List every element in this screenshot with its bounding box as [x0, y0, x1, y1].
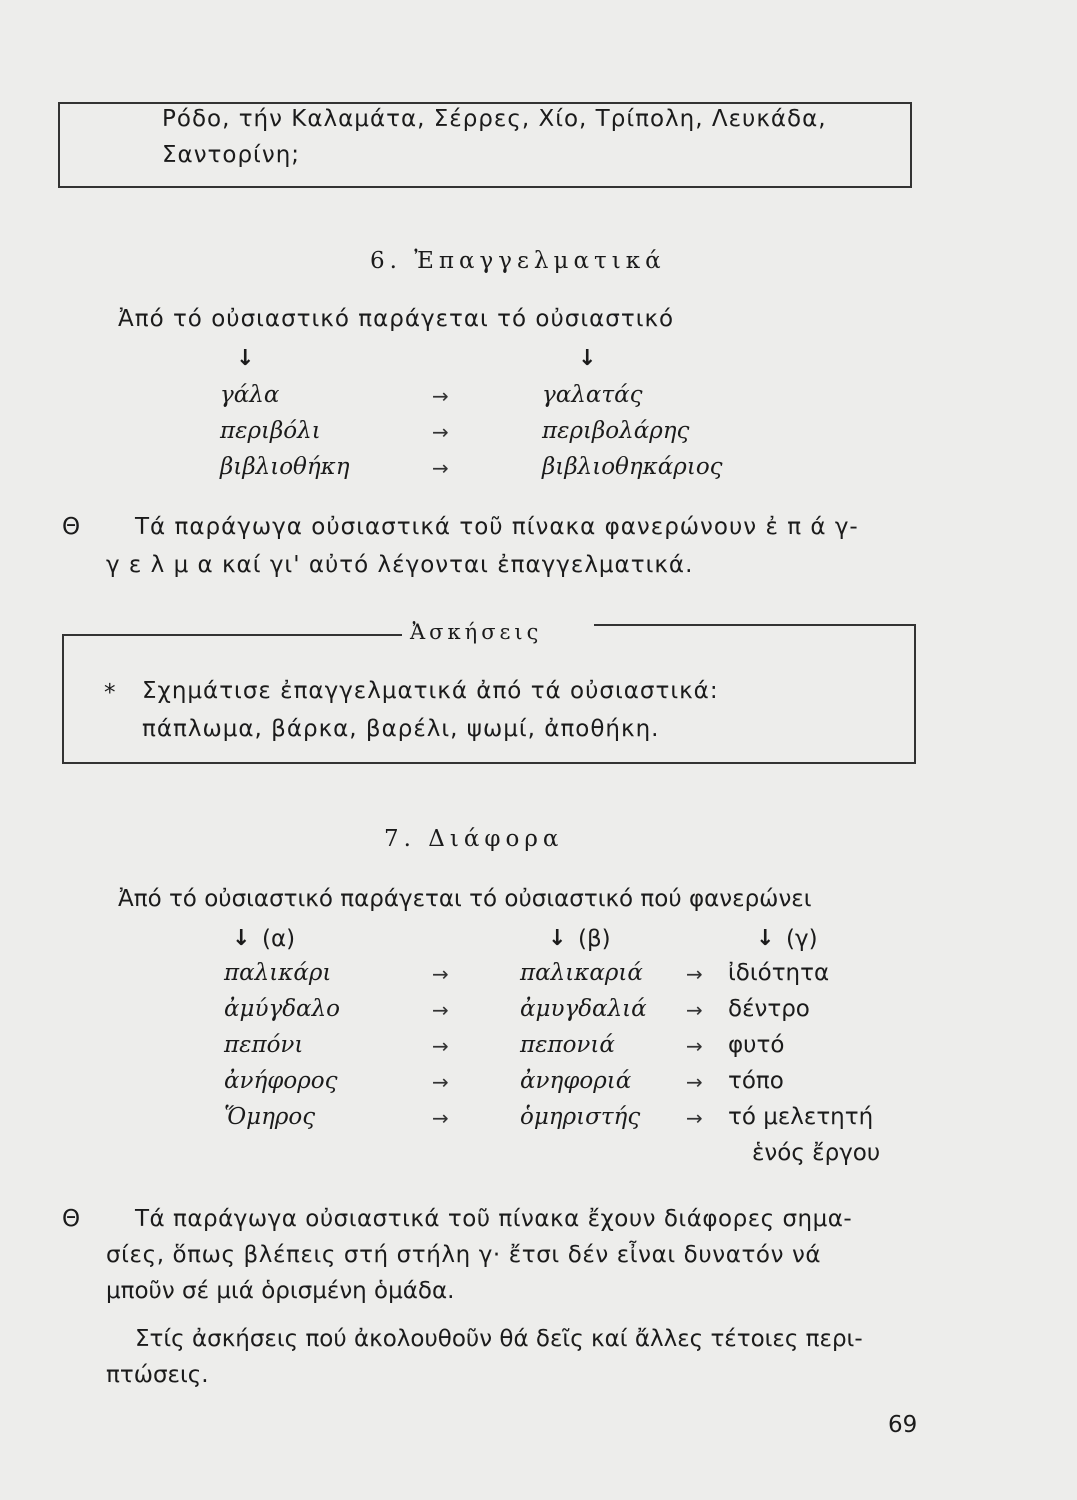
s7-para-line2: πτώσεις.	[106, 1362, 209, 1388]
s7-meaning-2: δέντρο	[728, 996, 810, 1022]
s7-col-g-arrow: ↓	[756, 926, 775, 951]
s7-derived-1: παλικαριά	[520, 960, 643, 986]
s7-arrow-4a: →	[432, 1070, 449, 1094]
s7-meaning-1: ἰδιότητα	[728, 960, 830, 986]
s7-meaning-5: τό μελετητή	[728, 1104, 874, 1130]
s7-base-2: ἀμύγδαλο	[224, 996, 341, 1022]
s7-col-a-arrow: ↓	[232, 926, 251, 951]
exercise-bullet: *	[104, 680, 116, 706]
s6-base-2: περιβόλι	[220, 418, 321, 444]
exercise-line2: πάπλωμα, βάρκα, βαρέλι, ψωμί, ἀποθήκη.	[142, 716, 660, 742]
s7-arrow-1b: →	[686, 962, 703, 986]
s7-note-line3: μποῦν σέ μιά ὁρισμένη ὁμάδα.	[106, 1278, 455, 1304]
exercises-box-bottom	[62, 762, 916, 764]
s7-base-1: παλικάρι	[224, 960, 332, 986]
section-6-intro: Ἀπό τό οὐσιαστικό παράγεται τό οὐσιαστικό	[118, 306, 675, 332]
s7-col-a-label: (α)	[262, 926, 296, 952]
s6-note-symbol: Θ	[62, 514, 81, 540]
s7-col-g-label: (γ)	[786, 926, 818, 952]
s6-arrow-1: →	[432, 384, 449, 408]
exercises-box-left	[62, 634, 64, 764]
top-box-line1: Ρόδο, τήν Καλαμάτα, Σέρρες, Χίο, Τρίπολη, Λευκάδα,	[162, 106, 827, 132]
s7-arrow-4b: →	[686, 1070, 703, 1094]
exercise-line1: Σχημάτισε ἐπαγγελματικά ἀπό τά οὐσιαστικά:	[142, 678, 719, 704]
s7-col-b-arrow: ↓	[548, 926, 567, 951]
s6-note-line2: γ ε λ μ α καί γι' αὐτό λέγονται ἐπαγγελματικά.	[106, 552, 694, 578]
s6-base-1: γάλα	[220, 382, 280, 408]
section-7-intro: Ἀπό τό οὐσιαστικό παράγεται τό οὐσιαστικό πού φανερώνει	[118, 886, 812, 912]
s7-meaning-3: φυτό	[728, 1032, 785, 1058]
s6-arrow-2: →	[432, 420, 449, 444]
s7-note-line1: Τά παράγωγα οὐσιαστικά τοῦ πίνακα ἔχουν διάφορες σημα-	[135, 1206, 853, 1232]
s7-base-3: πεπόνι	[224, 1032, 304, 1058]
s7-base-5: Ὅμηρος	[224, 1104, 316, 1130]
s7-arrow-3b: →	[686, 1034, 703, 1058]
s6-derived-1: γαλατάς	[542, 382, 643, 408]
s7-note-line2: σίες, ὅπως βλέπεις στή στήλη γ· ἔτσι δέν εἶναι δυνατόν νά	[106, 1242, 822, 1268]
down-arrow-right: ↓	[578, 346, 597, 371]
s6-derived-3: βιβλιοθηκάριος	[542, 454, 723, 480]
s7-meaning-5-extra: ἑνός ἔργου	[752, 1140, 881, 1166]
s7-arrow-1a: →	[432, 962, 449, 986]
s7-note-symbol: Θ	[62, 1206, 81, 1232]
s7-base-4: ἀνήφορος	[224, 1068, 338, 1094]
s7-arrow-2a: →	[432, 998, 449, 1022]
s7-derived-2: ἀμυγδαλιά	[520, 996, 647, 1022]
s7-arrow-3a: →	[432, 1034, 449, 1058]
exercises-title: Ἀσκήσεις	[410, 620, 543, 644]
s6-derived-2: περιβολάρης	[542, 418, 690, 444]
exercises-box-right	[914, 624, 916, 764]
s7-derived-3: πεπονιά	[520, 1032, 615, 1058]
section-7-heading: 7. Διάφορα	[384, 826, 564, 852]
s6-note-line1: Τά παράγωγα οὐσιαστικά τοῦ πίνακα φανερώνουν ἐ π ά γ-	[135, 514, 859, 540]
s7-arrow-5a: →	[432, 1106, 449, 1130]
exercises-box-top-right	[594, 624, 916, 626]
s6-base-3: βιβλιοθήκη	[220, 454, 350, 480]
s7-derived-5: ὁμηριστής	[520, 1104, 641, 1130]
section-6-heading: 6. Ἐπαγγελματικά	[370, 248, 666, 274]
s7-arrow-2b: →	[686, 998, 703, 1022]
s7-meaning-4: τόπο	[728, 1068, 784, 1094]
exercises-box-top-left	[62, 634, 402, 636]
s7-para-line1: Στίς ἀσκήσεις πού ἀκολουθοῦν θά δεῖς καί ἄλλες τέτοιες περι-	[135, 1326, 863, 1352]
page-number: 69	[888, 1412, 918, 1438]
top-box-line2: Σαντορίνη;	[162, 142, 301, 168]
s6-arrow-3: →	[432, 456, 449, 480]
s7-col-b-label: (β)	[578, 926, 611, 952]
s7-derived-4: ἀνηφοριά	[520, 1068, 632, 1094]
s7-arrow-5b: →	[686, 1106, 703, 1130]
down-arrow-left: ↓	[236, 346, 255, 371]
